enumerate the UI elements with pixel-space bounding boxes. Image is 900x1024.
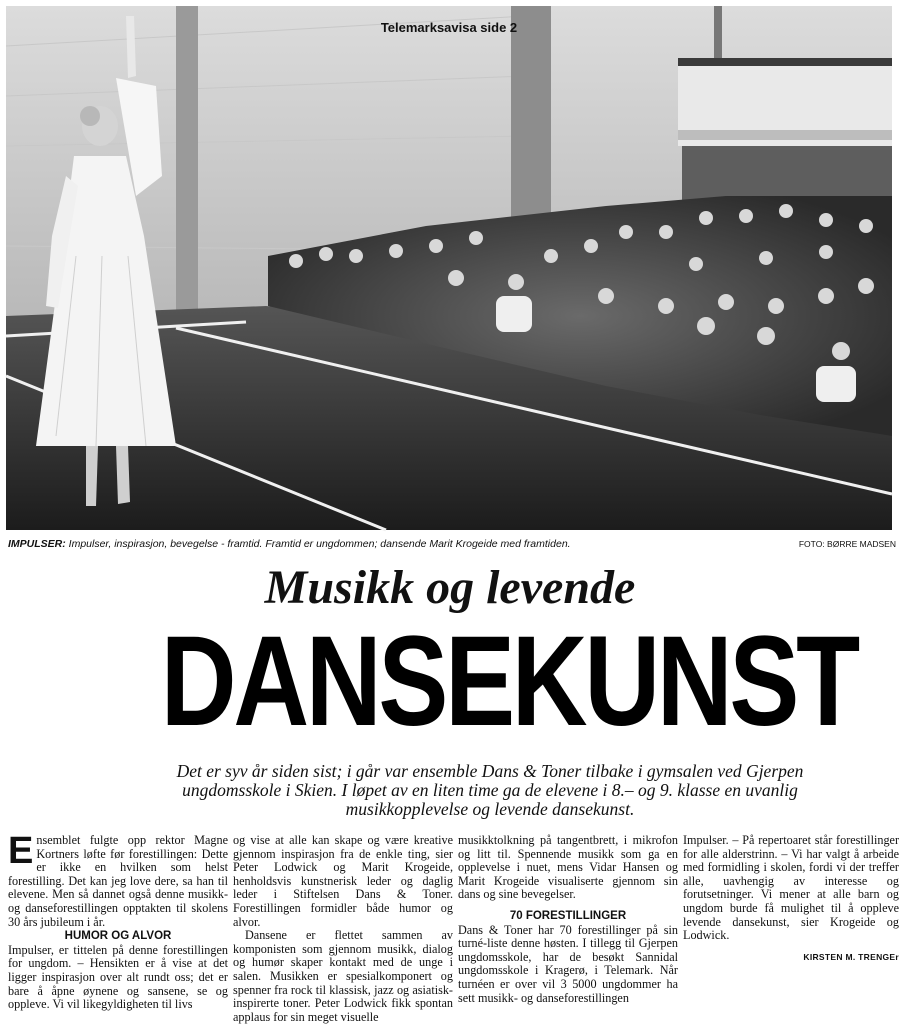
article-body <box>8 830 899 1024</box>
gymnasium-dance-photo <box>6 6 892 530</box>
paragraph: Dansene er flettet sammen av komponisten som gjennom musikk, dialog og humør skaper kontakt med de unge i salen. Musikken er spesialkomponert og spenner fra rock til klassisk, jazz og asiatisk-inspirerte toner. Peter Lodwick fikk spontan applaus for sin meget visuelle <box>233 928 453 1024</box>
article-lead: Det er syv år siden sist; i går var ensemble Dans & Toner tilbake i gymsalen ved Gjerpen ungdomsskole i Skien. I løpet av en liten time ga de elevene i 8.– og 9. klasse en uvanlig musikkopplevelse og levende dansekunst. <box>176 761 804 819</box>
photo-header-text: Telemarksavisa side 2 <box>380 20 518 35</box>
paragraph: musikktolkning på tangentbrett, i mikrofon og litt til. Spennende musikk som ga en opplevelse i nuet, mens Vidar Hansen og Marit Krogeide visualiserte gjennom sin dans og sine bevegelser. <box>458 833 678 902</box>
caption-label: IMPULSER: <box>8 538 66 550</box>
paragraph: Impulser, er tittelen på denne forestillingen for ungdom. – Hensikten er å vise at det ligger inspirasjon over alt rundt oss; det er bare å åpne øynene og sansene, se og oppleve. Vi vil likegyldigheten til livs <box>8 942 228 1012</box>
caption-text: Impulser, inspirasjon, bevegelse - framtid. Framtid er ungdommen; dansende Marit Krogeide med framtiden. <box>68 538 571 550</box>
author-byline: KIRSTEN M. TRENGEr <box>803 951 899 962</box>
photo-credit: FOTO: BØRRE MADSEN <box>798 539 896 549</box>
paragraph: Dans & Toner har 70 forestillinger på sin turné-liste denne høsten. I tillegg til Gjerpen ungdomsskole, har de besøkt Sannidal ungdomsskole i Kragerø, i Telemark. Når turnéen er over vil 3 5000 ungdommer ha sett musikk- og danseforestillingen <box>458 922 678 1005</box>
article-photo <box>6 6 892 530</box>
subheading-humor-og-alvor: HUMOR OG ALVOR <box>64 930 172 943</box>
paragraph <box>8 830 228 929</box>
drop-cap: E <box>8 830 34 872</box>
article-column-1 <box>8 830 228 1024</box>
paragraph: Impulser. – På repertoaret står forestillinger for alle alderstrinn. – Vi har valgt å arbeide med formidling i skolen, fordi vi der treffer alle, uavhengig av interesse og forutsetninger. Vi mener at alle barn og ungdom burde få mulighet til å oppleve levende dansekunst, sier Krogeide og Lodwick. <box>683 833 899 943</box>
article-headline: DANSEKUNST <box>160 610 857 753</box>
article-column-4 <box>683 834 899 1024</box>
article-kicker: Musikk og levende <box>264 561 636 614</box>
article-column-3 <box>458 834 678 1024</box>
photo-caption <box>8 538 896 554</box>
article-column-2 <box>233 834 453 1024</box>
paragraph-text: nsemblet fulgte opp rektor Magne Kortners løfte før forestillingen: Dette er ikke en hvilken som helst forestilling. Det kan jeg love dere, sa han til elevene. Men så dannet også denne musikk- og danseforestillingen opptakten til skolens 30 års jubileum i år. <box>8 833 228 929</box>
subheading-70-forestillinger: 70 FORESTILLINGER <box>509 909 627 922</box>
paragraph: og vise at alle kan skape og være kreative gjennom inspirasjon fra de enkle ting, sier Peter Lodwick og Marit Krogeide, henholdsvis kunstnerisk leder og daglig leder i Stiftelsen Dans & Toner. Forestillingen formidler både humor og alvor. <box>233 833 453 929</box>
